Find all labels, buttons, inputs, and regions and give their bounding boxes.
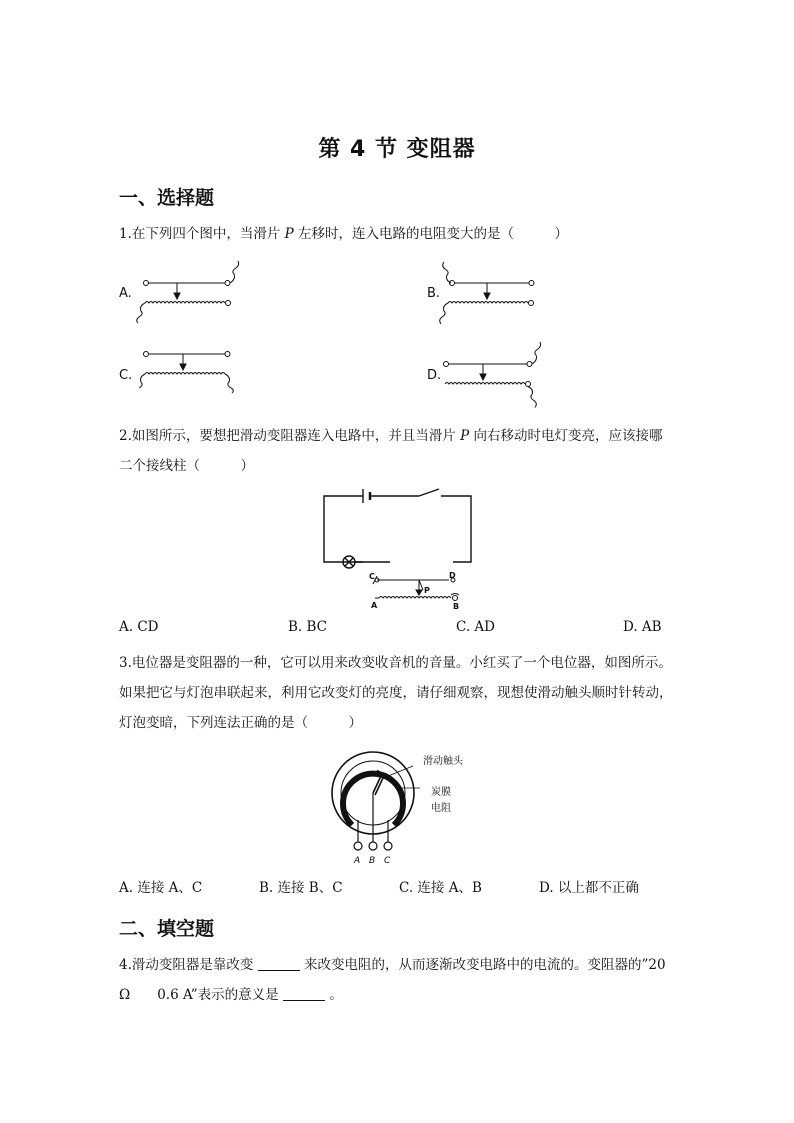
slider-p: P: [284, 226, 294, 242]
terminal-c-label: C: [369, 572, 375, 581]
question-3: [119, 648, 689, 738]
answer-blank-2[interactable]: [283, 986, 325, 1001]
question-1: [119, 219, 679, 249]
page-title: 第 4 节 变阻器: [318, 137, 476, 162]
q2-option-a: A. CD: [119, 619, 159, 635]
q2-option-d: D. AB: [623, 619, 662, 635]
q3-option-d: D. 以上都不正确: [539, 880, 639, 896]
question-4-text-end: 。: [324, 987, 343, 1003]
option-label-b: B.: [427, 286, 441, 301]
question-3-line-1: 3.电位器是变阻器的一种，它可以用来改变收音机的音量。小红买了一个电位器，如图所示。: [119, 655, 672, 671]
option-label-d: D.: [427, 368, 442, 383]
q2-option-b: B. BC: [288, 619, 328, 635]
figure-1d: [444, 342, 541, 408]
question-4-text: 4.滑动变阻器是靠改变: [119, 957, 258, 973]
question-2-text-end: 向右移动时电灯变亮，应该接哪: [469, 428, 663, 444]
slider-p-label: P: [424, 586, 430, 595]
question-4: [119, 950, 689, 1010]
figure-1a: [137, 261, 239, 323]
terminal-a-label: A: [371, 601, 378, 610]
carbon-film-label: 炭膜: [431, 787, 451, 798]
q3-option-b: B. 连接 B、C: [259, 880, 343, 896]
question-3-line-2: 如果把它与灯泡串联起来，利用它改变灯的亮度，请仔细观察，现想使滑动触头顺时针转动，: [119, 685, 673, 701]
slider-p: P: [460, 428, 470, 444]
question-2-circuit: [315, 485, 485, 615]
question-2: [119, 421, 679, 481]
section-heading-fill: 二、填空题: [119, 918, 215, 940]
section-heading-choice: 一、选择题: [119, 187, 215, 209]
question-1-text: 1.在下列四个图中，当滑片: [119, 226, 285, 242]
question-1-text-end: 左移时，连入电路的电阻变大的是（ ）: [293, 226, 569, 242]
terminal-b-label: B: [369, 856, 376, 866]
figure-1b: [440, 262, 534, 324]
question-3-line-3: 灯泡变暗，下列连法正确的是（ ）: [119, 715, 362, 731]
q3-option-c: C. 连接 A、B: [399, 880, 482, 896]
question-4-line-1: [119, 950, 689, 980]
resistor-label: 电阻: [431, 803, 451, 814]
q3-option-a: A. 连接 A、C: [119, 880, 203, 896]
q2-option-c: C. AD: [456, 619, 496, 635]
terminal-b-label: B: [453, 602, 460, 611]
slider-contact-label: 滑动触头: [423, 756, 463, 767]
question-4-text-2: Ω 0.6 A”表示的意义是: [119, 987, 283, 1003]
terminal-a-label: A: [354, 856, 361, 866]
question-3-potentiometer: [325, 748, 505, 868]
question-1-figures: [115, 252, 565, 412]
terminal-d-label: D: [449, 571, 456, 580]
question-2-text: 2.如图所示，要想把滑动变阻器连入电路中，并且当滑片: [119, 428, 461, 444]
question-4-line-2: [119, 980, 689, 1010]
figure-1c: [139, 352, 233, 394]
option-label-a: A.: [119, 286, 132, 301]
question-2-line-1: [119, 421, 679, 451]
option-label-c: C.: [119, 368, 133, 383]
answer-blank-1[interactable]: [258, 956, 300, 971]
terminal-c-label: C: [384, 856, 391, 866]
question-4-text-mid: 来改变电阻的，从而逐渐改变电路中的电流的。变阻器的”20: [299, 957, 666, 973]
question-2-line-2: 二个接线柱（ ）: [119, 458, 254, 474]
